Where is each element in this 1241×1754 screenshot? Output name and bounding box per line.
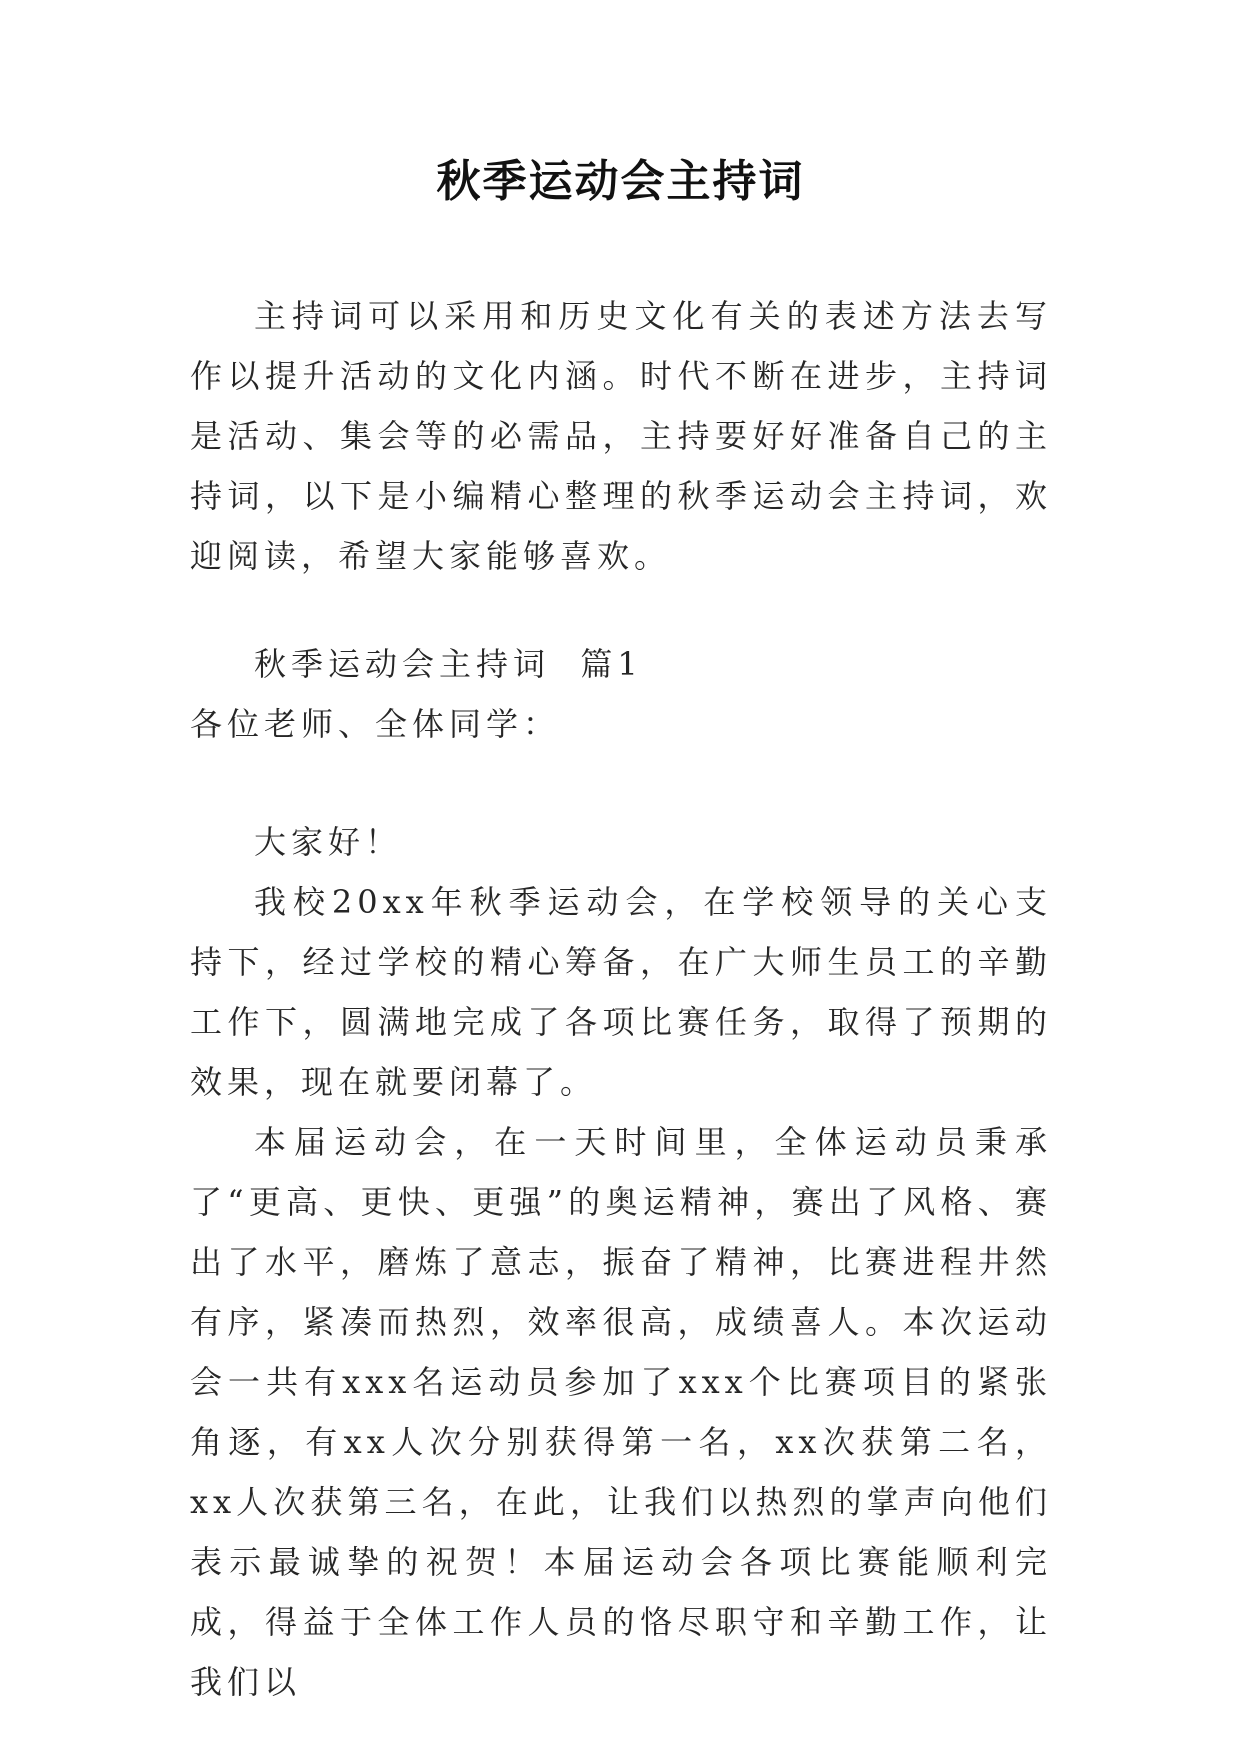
speech-paragraph: 大家好！ [254,823,403,861]
speech-paragraph: 本届运动会，在一天时间里，全体运动员秉承了“更高、更快、更强”的奥运精神，赛出了风格、赛出了水平，磨炼了意志，振奋了精神，比赛进程井然有序，紧凑而热烈，效率很高，成绩喜人。本次运动会一共有xxx名运动员参加了xxx个比赛项目的紧张角逐，有xx人次分别获得第一名，xx次获第二名，xx人次获第三名，在此，让我们以热烈的掌声向他们表示最诚挚的祝贺！本届运动会各项比赛能顺利完成，得益于全体工作人员的恪尽职守和辛勤工作，让我们以 [190,1123,1052,1701]
section-heading-block [190,634,1052,694]
salutation: 各位老师、全体同学： [190,705,561,743]
salutation-block [190,694,1052,754]
speech-body [190,812,1052,1712]
speech-paragraph: 我校20xx年秋季运动会，在学校领导的关心支持下，经过学校的精心筹备，在广大师生员工的辛勤工作下，圆满地完成了各项比赛任务，取得了预期的效果，现在就要闭幕了。 [190,883,1052,1101]
document-title: 秋季运动会主持词 [436,156,805,207]
intro-section [190,286,1052,586]
section-heading: 秋季运动会主持词 篇1 [254,645,643,683]
intro-paragraph: 主持词可以采用和历史文化有关的表述方法去写作以提升活动的文化内涵。时代不断在进步，主持词是活动、集会等的必需品，主持要好好准备自己的主持词，以下是小编精心整理的秋季运动会主持词，欢迎阅读，希望大家能够喜欢。 [190,297,1052,575]
